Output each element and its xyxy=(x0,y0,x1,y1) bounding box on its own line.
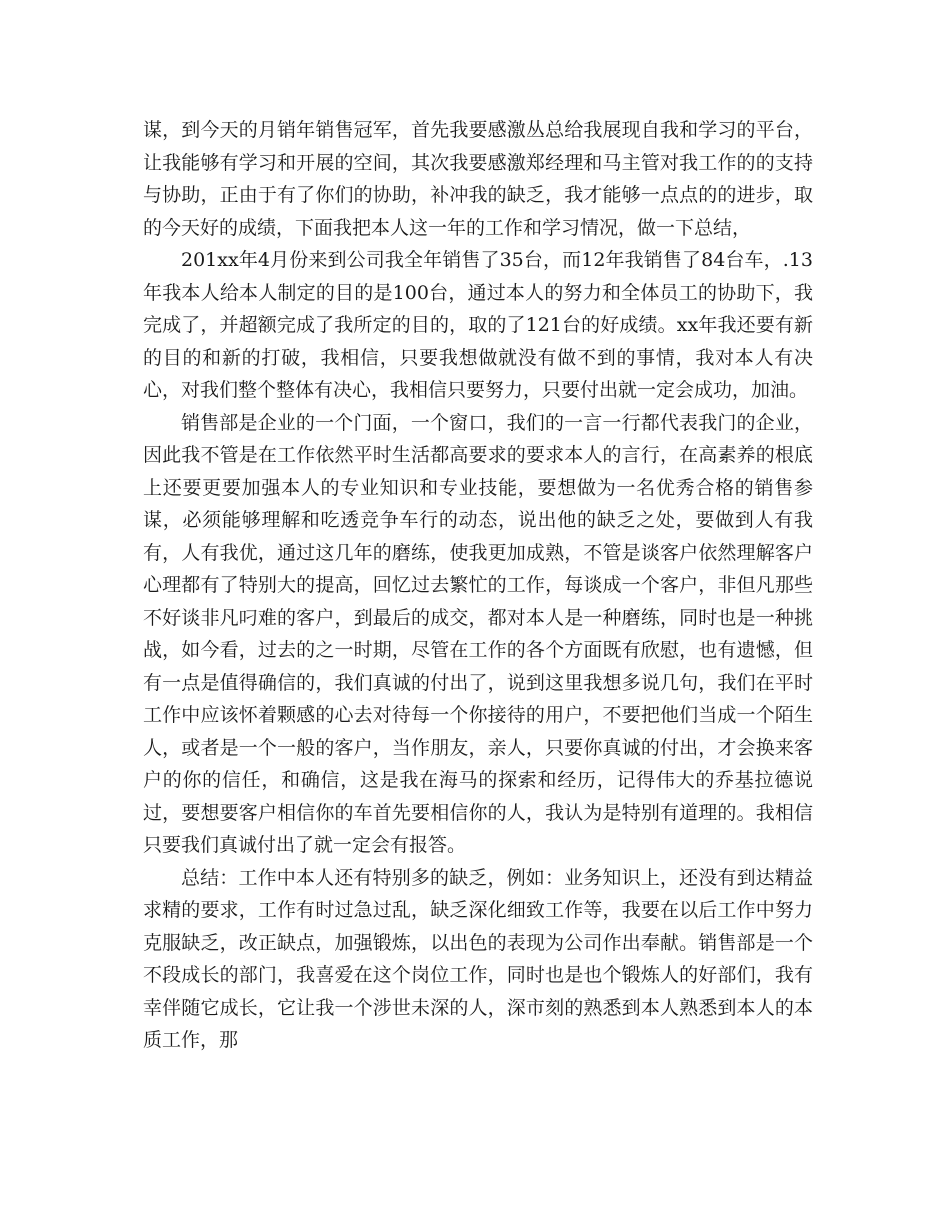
paragraph-sales-department: 销售部是企业的一个门面，一个窗口，我们的一言一行都代表我门的企业，因此我不管是在工作依然平时生活都高要求的要求本人的言行，在高素养的根底上还要更要加强本人的专业知识和专业技能，要想做为一名优秀合格的销售参谋，必须能够理解和吃透竞争车行的动态，说出他的缺乏之处，要做到人有我有，人有我优，通过这几年的磨练，使我更加成熟，不管是谈客户依然理解客户心理都有了特别大的提高，回忆过去繁忙的工作，每谈成一个客户，非但凡那些不好谈非凡叼难的客户，到最后的成交，都对本人是一种磨练，同时也是一种挑战，如今看，过去的之一时期，尽管在工作的各个方面既有欣慰，也有遗憾，但有一点是值得确信的，我们真诚的付出了，说到这里我想多说几句，我们在平时工作中应该怀着颗感的心去对待每一个你接待的用户，不要把他们当成一个陌生人，或者是一个一般的客户，当作朋友，亲人，只要你真诚的付出，才会换来客户的你的信任，和确信，这是我在海马的探索和经历，记得伟大的乔基拉德说过，要想要客户相信你的车首先要相信你的人，我认为是特别有道理的。我相信只要我们真诚付出了就一定会有报答。 xyxy=(143,411,813,856)
paragraph-sales-figures: 201xx年4月份来到公司我全年销售了35台，而12年我销售了84台车，.13年我本人给本人制定的目的是100台，通过本人的努力和全体员工的协助下，我完成了，并超额完成了我所定的目的，取的了121台的好成绩。xx年我还要有新的目的和新的打破，我相信，只要我想做就没有做不到的事情，我对本人有决心，对我们整个整体有决心，我相信只要努力，只要付出就一定会成功，加油。 xyxy=(143,249,813,401)
document-body xyxy=(143,114,813,1057)
paragraph-summary: 总结：工作中本人还有特别多的缺乏，例如：业务知识上，还没有到达精益求精的要求，工作有时过急过乱，缺乏深化细致工作等，我要在以后工作中努力克服缺乏，改正缺点，加强锻炼，以出色的表现为公司作出奉献。销售部是一个不段成长的部门，我喜爱在这个岗位工作，同时也是也个锻炼人的好部们，我有幸伴随它成长，它让我一个涉世未深的人，深市刻的熟悉到本人熟悉到本人的本质工作，那 xyxy=(143,866,813,1051)
paragraph-continuation: 谋，到今天的月销年销售冠军，首先我要感激丛总给我展现自我和学习的平台，让我能够有学习和开展的空间，其次我要感激郑经理和马主管对我工作的的支持与协助，正由于有了你们的协助，补冲我的缺乏，我才能够一点点的的进步，取的今天好的成绩，下面我把本人这一年的工作和学习情况，做一下总结， xyxy=(143,119,813,239)
